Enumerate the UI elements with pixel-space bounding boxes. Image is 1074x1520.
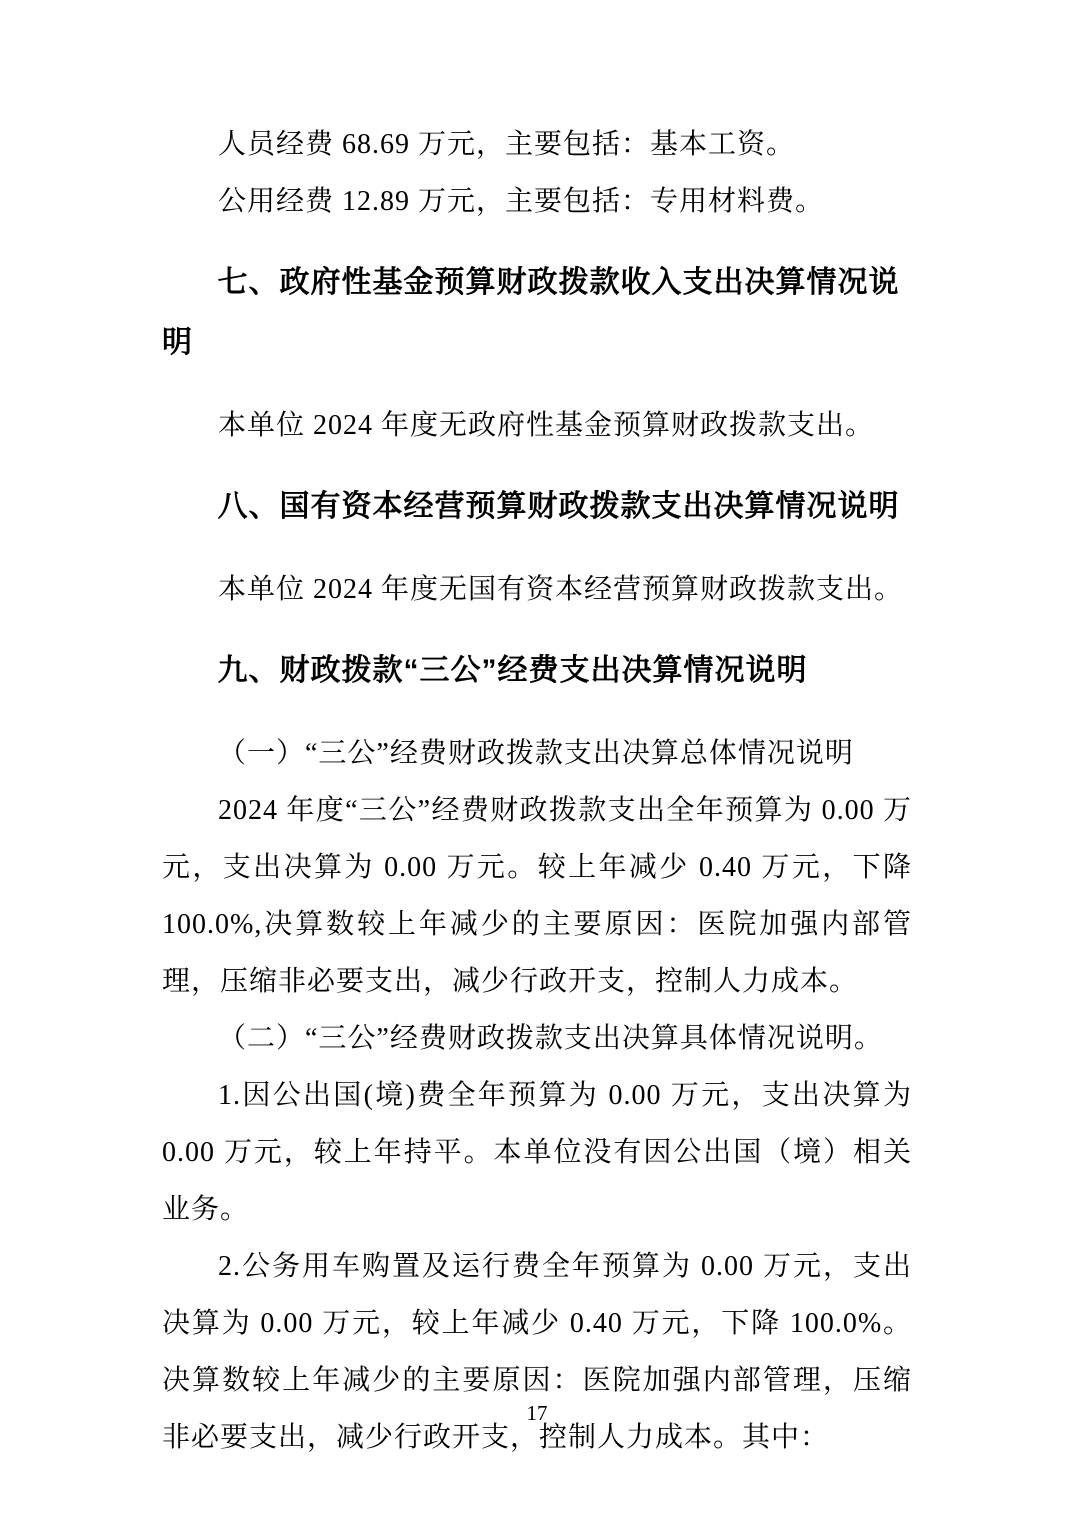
para-section-seven-body: 本单位 2024 年度无政府性基金预算财政拨款支出。: [218, 410, 875, 441]
subheading-nine-part-two: （二）“三公”经费财政拨款支出决算具体情况说明。: [218, 1023, 883, 1054]
para-public-funds: 公用经费 12.89 万元，主要包括：专用材料费。: [218, 186, 825, 217]
document-content: [162, 116, 912, 1466]
para-abroad-expense: 1.因公出国(境)费全年预算为 0.00 万元，支出决算为 0.00 万元，较上年持平。本单位没有因公出国（境）相关业务。: [162, 1080, 912, 1225]
para-section-eight-body: 本单位 2024 年度无国有资本经营预算财政拨款支出。: [218, 574, 904, 605]
page-number: 17: [526, 1401, 548, 1425]
heading-section-eight: 八、国有资本经营预算财政拨款支出决算情况说明: [217, 490, 900, 523]
heading-section-seven: 七、政府性基金预算财政拨款收入支出决算情况说明: [162, 266, 900, 359]
heading-section-nine: 九、财政拨款“三公”经费支出决算情况说明: [217, 654, 808, 687]
para-personnel-funds: 人员经费 68.69 万元，主要包括：基本工资。: [218, 129, 796, 160]
subheading-nine-part-one: （一）“三公”经费财政拨款支出决算总体情况说明: [218, 738, 854, 769]
para-nine-part-one-body: 2024 年度“三公”经费财政拨款支出全年预算为 0.00 万元，支出决算为 0.00 万元。较上年减少 0.40 万元，下降 100.0%,决算数较上年减少的主要原因：医院加强内部管理，压缩非必要支出，减少行政开支，控制人力成本。: [162, 795, 912, 997]
para-official-vehicle: 2.公务用车购置及运行费全年预算为 0.00 万元，支出决算为 0.00 万元，较上年减少 0.40 万元，下降 100.0%。决算数较上年减少的主要原因：医院加强内部管理，压缩非必要支出，减少行政开支，控制人力成本。其中：: [162, 1251, 912, 1453]
